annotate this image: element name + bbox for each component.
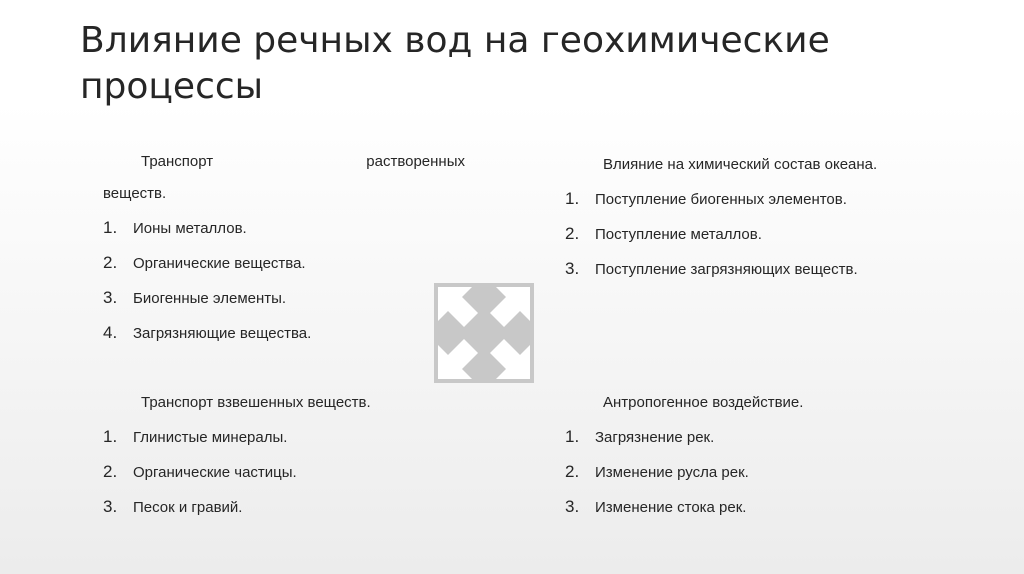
list-number: 3.: [565, 259, 580, 278]
list-number: 1.: [103, 218, 118, 237]
list-item-text: Песок и гравий.: [133, 499, 243, 516]
list-item: [103, 497, 523, 518]
list-item-text: Органические частицы.: [133, 464, 297, 481]
numbered-list: [103, 427, 523, 518]
list-item: [565, 427, 985, 448]
quadrant-heading: Влияние на химический состав океана.: [603, 156, 878, 173]
slide-title: Влияние речных вод на геохимические процессы: [80, 20, 830, 107]
list-item-text: Глинистые минералы.: [133, 429, 288, 446]
list-number: 2.: [565, 224, 580, 243]
list-item-text: Органические вещества.: [133, 255, 306, 272]
diagonal-arrows-icon: [434, 283, 534, 383]
list-item-text: Ионы металлов.: [133, 220, 247, 237]
list-item-text: Поступление загрязняющих веществ.: [595, 261, 858, 278]
list-item: [103, 427, 523, 448]
list-item-text: Изменение стока рек.: [595, 499, 747, 516]
heading-word: растворенных: [366, 153, 465, 170]
list-number: 3.: [103, 288, 118, 307]
heading-continuation: веществ.: [103, 185, 167, 202]
list-item-text: Поступление биогенных элементов.: [595, 191, 847, 208]
list-item-text: Поступление металлов.: [595, 226, 762, 243]
numbered-list: [565, 427, 985, 518]
quadrant-heading: [103, 152, 465, 172]
numbered-list: [565, 189, 985, 280]
list-number: 2.: [103, 462, 118, 481]
list-item-text: Биогенные элементы.: [133, 290, 287, 307]
quadrant-heading: Транспорт взвешенных веществ.: [141, 394, 371, 411]
list-number: 4.: [103, 323, 118, 342]
list-item: [565, 259, 985, 280]
list-item: [565, 497, 985, 518]
list-item-text: Загрязняющие вещества.: [133, 325, 312, 342]
quadrant-ocean-influence: [565, 155, 985, 280]
list-number: 3.: [565, 497, 580, 516]
quadrant-anthropogenic: [565, 393, 985, 518]
list-item: [565, 462, 985, 483]
list-item: [565, 224, 985, 245]
list-number: 3.: [103, 497, 118, 516]
list-item: [565, 189, 985, 210]
list-item: [103, 253, 523, 274]
list-number: 1.: [565, 189, 580, 208]
list-item: [103, 218, 523, 239]
list-number: 2.: [565, 462, 580, 481]
list-number: 1.: [565, 427, 580, 446]
list-number: 1.: [103, 427, 118, 446]
heading-word: Транспорт: [141, 153, 214, 170]
list-item: [103, 462, 523, 483]
list-item-text: Изменение русла рек.: [595, 464, 749, 481]
quadrant-suspended-transport: [103, 393, 523, 518]
list-item-text: Загрязнение рек.: [595, 429, 715, 446]
quadrant-heading: Антропогенное воздействие.: [603, 394, 804, 411]
list-number: 2.: [103, 253, 118, 272]
